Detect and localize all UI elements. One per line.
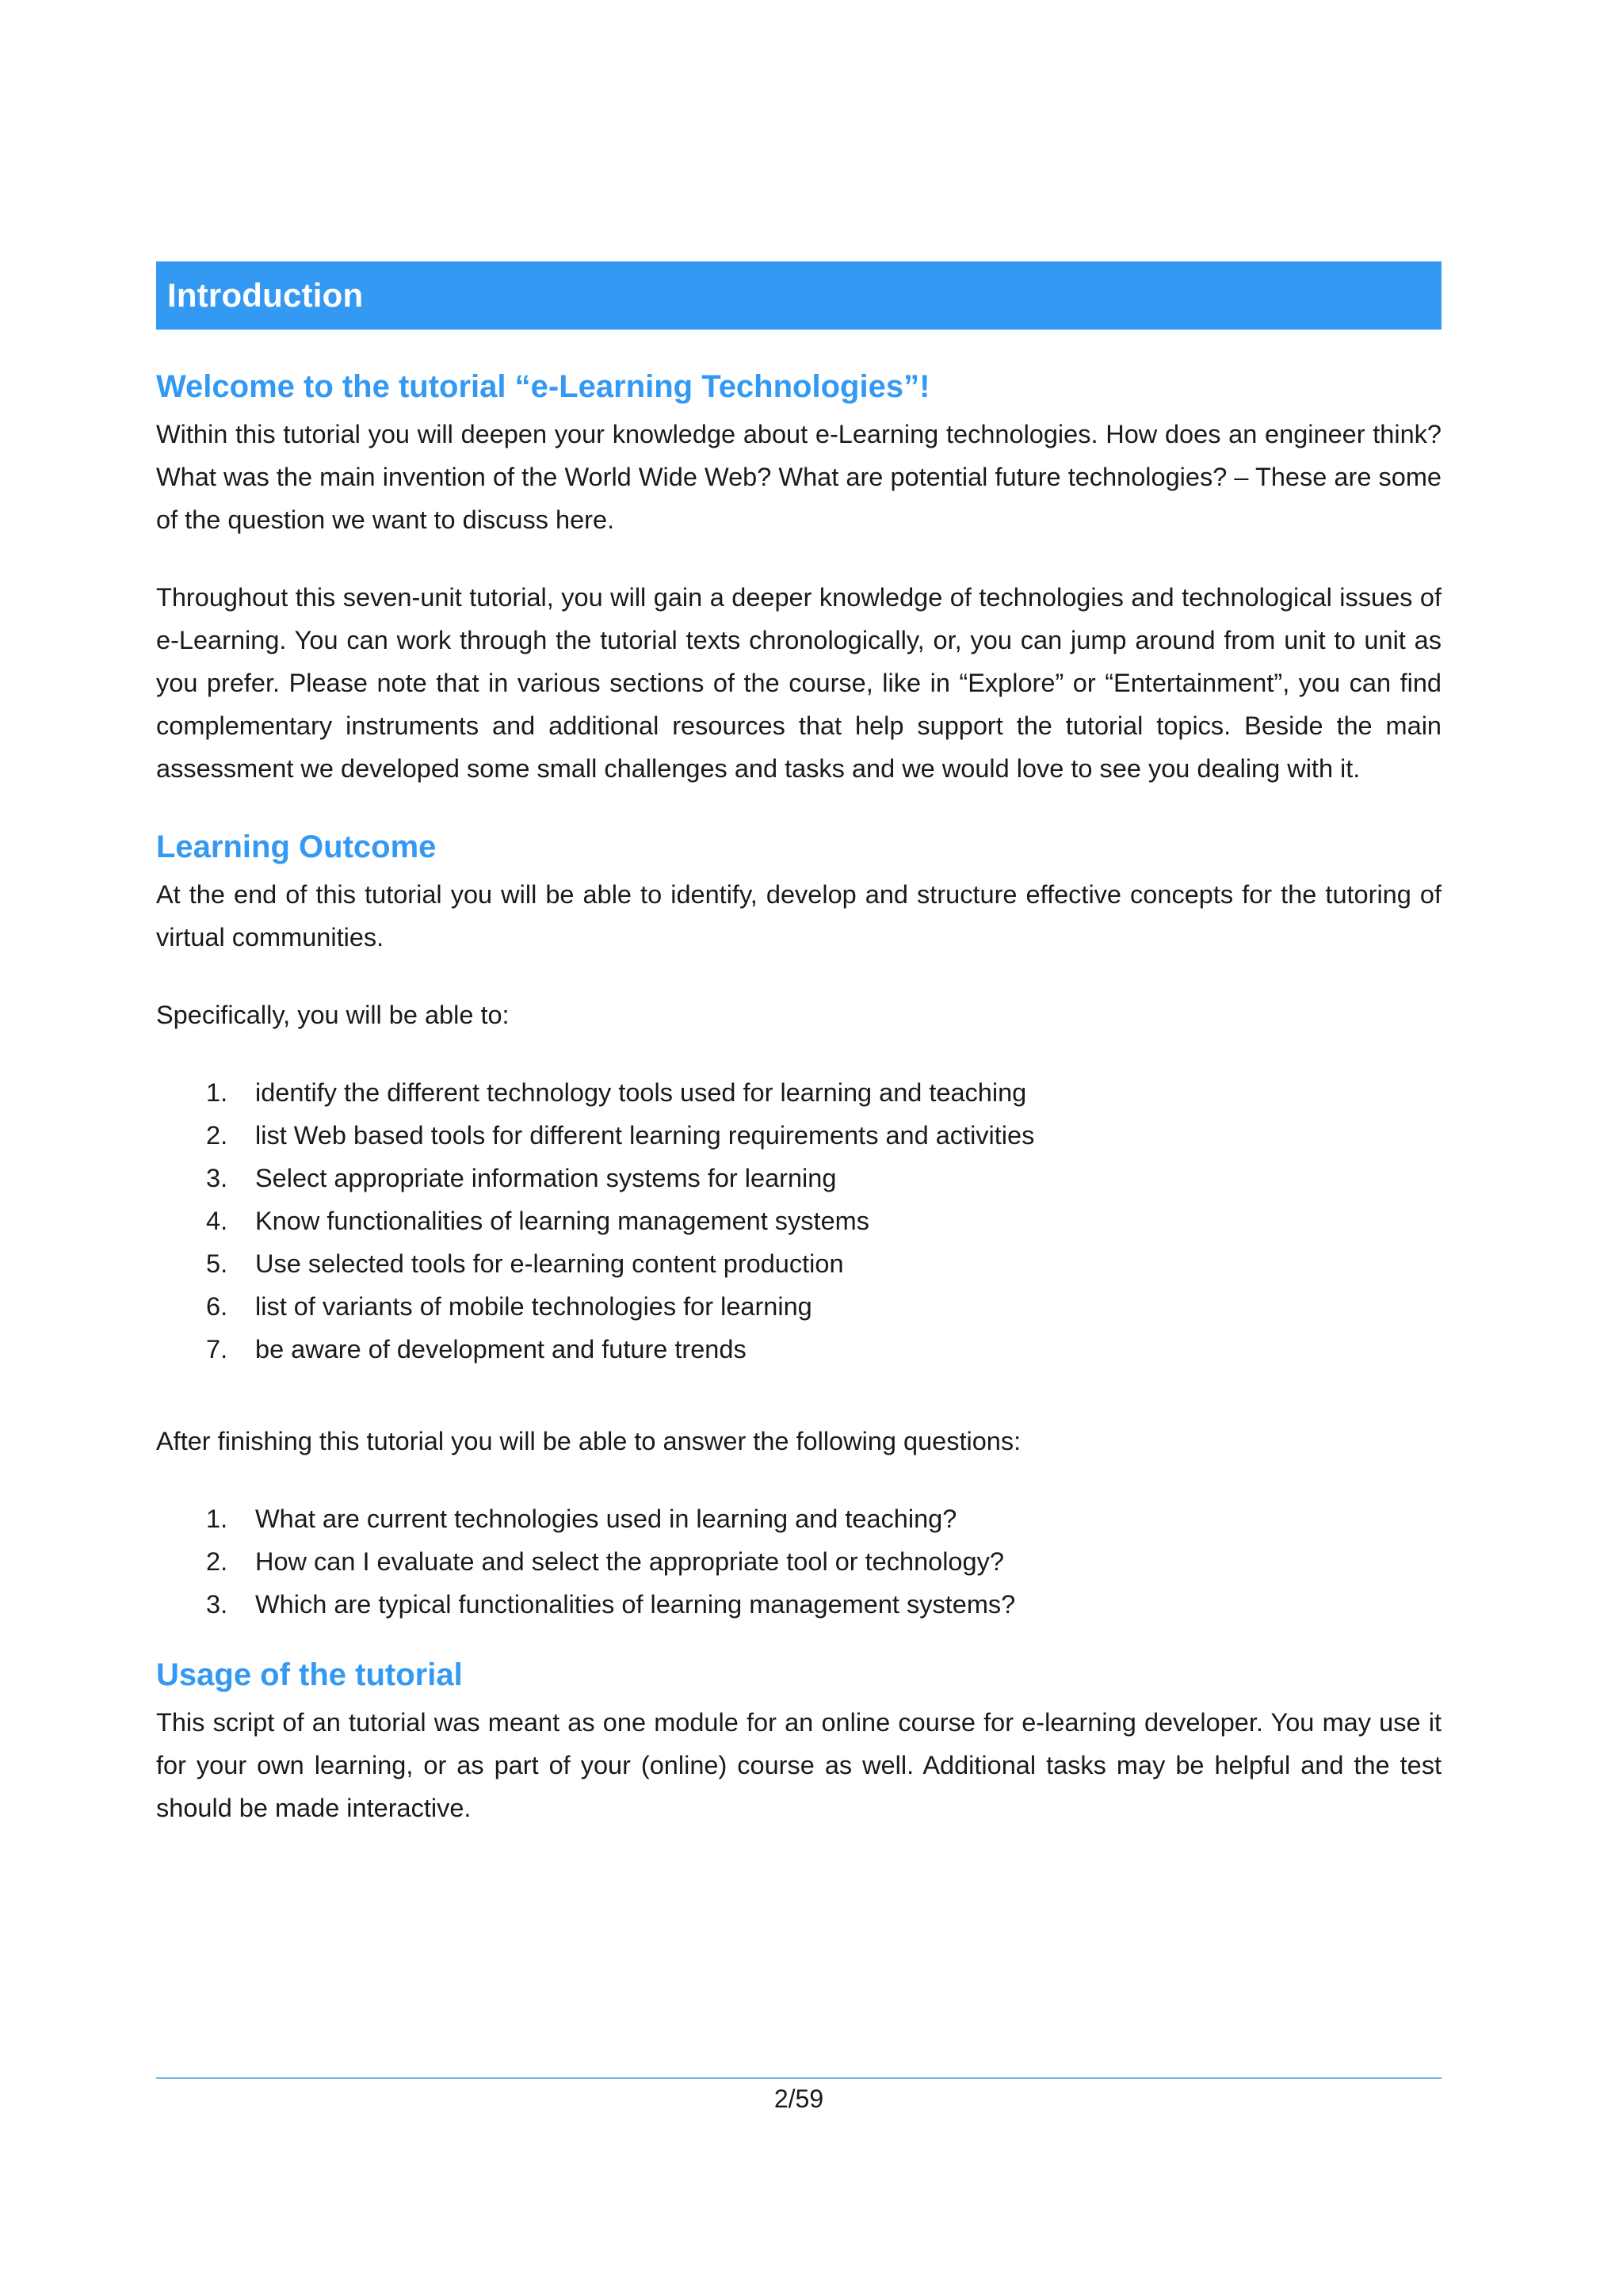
welcome-paragraph-2: Throughout this seven-unit tutorial, you will gain a deeper knowledge of technologies and technological issues of e-Learning. You can work through the tutorial texts chronologically, or, you can jump around from unit to unit as you prefer. Please note that in various sections of the course, like in “Explore” or “Entertainment”, you can find complementary instruments and additional resources that help support the tutorial topics. Beside the main assessment we developed some small challenges and tasks and we would love to see you dealing with it. bbox=[156, 583, 1442, 783]
footer-divider bbox=[156, 2077, 1442, 2079]
document-page bbox=[156, 261, 1442, 1829]
list-item: 1. What are current technologies used in learning and teaching? bbox=[206, 1505, 957, 1533]
list-item: 6. list of variants of mobile technologies for learning bbox=[206, 1292, 812, 1321]
list-item: 2. How can I evaluate and select the appropriate tool or technology? bbox=[206, 1547, 1004, 1576]
list-item: 3. Select appropriate information systems for learning bbox=[206, 1164, 837, 1192]
questions-intro-paragraph: After finishing this tutorial you will be able to answer the following questions: bbox=[156, 1427, 1022, 1455]
welcome-paragraph-1: Within this tutorial you will deepen your knowledge about e-Learning technologies. How does an engineer think? What was the main invention of the World Wide Web? What are potential future technologies? – These are some of the question we want to discuss here. bbox=[156, 420, 1442, 534]
learning-outcome-heading: Learning Outcome bbox=[156, 830, 437, 864]
objectives-list bbox=[156, 1071, 1442, 1371]
list-item: 7. be aware of development and future trends bbox=[206, 1335, 747, 1363]
list-item: 3. Which are typical functionalities of learning management systems? bbox=[206, 1590, 1016, 1619]
usage-paragraph: This script of an tutorial was meant as one module for an online course for e-learning developer. You may use it for your own learning, or as part of your (online) course as well. Additional tasks may be helpful and the test should be made interactive. bbox=[156, 1708, 1442, 1822]
section-header-bar bbox=[156, 261, 1442, 330]
page-number: 2/59 bbox=[773, 2084, 824, 2113]
learning-outcome-paragraph-2: Specifically, you will be able to: bbox=[156, 1001, 510, 1029]
section-title: Introduction bbox=[167, 277, 364, 314]
list-item: 4. Know functionalities of learning management systems bbox=[206, 1207, 869, 1235]
learning-outcome-paragraph-1: At the end of this tutorial you will be able to identify, develop and structure effective concepts for the tutoring of virtual communities. bbox=[156, 880, 1442, 952]
list-item: 5. Use selected tools for e-learning content production bbox=[206, 1249, 844, 1278]
list-item: 1. identify the different technology tools used for learning and teaching bbox=[206, 1078, 1027, 1107]
questions-list bbox=[156, 1497, 1442, 1626]
usage-heading: Usage of the tutorial bbox=[156, 1657, 463, 1692]
list-item: 2. list Web based tools for different learning requirements and activities bbox=[206, 1121, 1035, 1150]
welcome-heading: Welcome to the tutorial “e-Learning Technologies”! bbox=[156, 369, 930, 404]
